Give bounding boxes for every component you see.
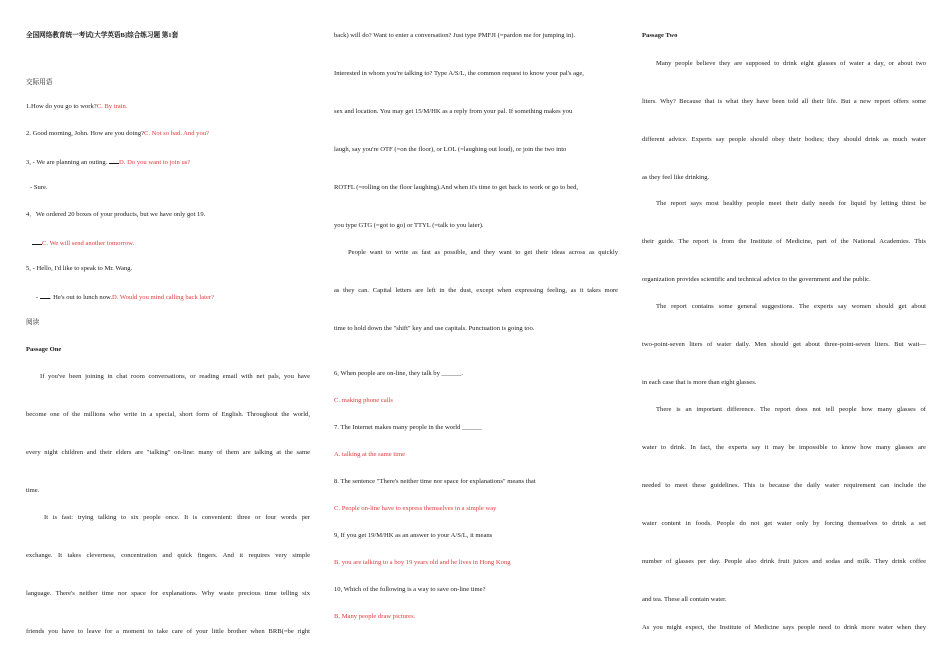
passage-two-line: water content in foods. People do not get water only by forcing themselves to drink a set xyxy=(642,520,926,527)
question-3-reply: - Sure. xyxy=(30,184,48,191)
passage-one-line: People want to write as fast as possible, and they want to get their ideas across as quickly xyxy=(348,249,618,256)
question-1-prompt: 1.How do you go to work? xyxy=(26,103,97,110)
answer-blank xyxy=(32,238,42,245)
passage-two-line: water to drink. In fact, the experts say it may be impossible to know how many glasses are xyxy=(642,444,926,451)
passage-one-title: Passage One xyxy=(26,346,62,353)
question-5-prompt: 5, - Hello, I'd like to speak to Mr. Wang. xyxy=(26,265,133,272)
passage-one-line: laugh, say you're OTF (=on the floor), or LOL (=laughing out loud), or join the two into xyxy=(334,146,567,153)
question-1-answer: C. By train. xyxy=(96,103,128,110)
document-title: 全国网络教育统一考试[大学英语B]综合练习题 第1套 xyxy=(26,32,179,39)
question-9-answer: B. you are talking to a boy 19 years old and he lives in Hong Kong xyxy=(334,559,511,566)
answer-blank xyxy=(109,157,119,164)
passage-two-line: as they feel like drinking. xyxy=(642,174,710,181)
passage-one-line: It is fast: trying talking to six people once. It is convenient: three or four words per xyxy=(44,514,310,521)
question-5 xyxy=(26,292,310,302)
question-3-answer: D. Do you want to join us? xyxy=(119,159,191,166)
question-3-prompt: 3, - We are planning an outing. xyxy=(26,159,108,166)
passage-one-line: time to hold down the "shift" key and use capitals. Punctuation is going too. xyxy=(334,325,535,332)
passage-one-line: If you've been joining in chat room conversations, or reading email with net pals, you have xyxy=(40,373,310,380)
question-10-answer: B. Many people draw pictures. xyxy=(334,613,416,620)
passage-two-line: The report says most healthy people meet their daily needs for liquid by letting thirst be xyxy=(656,200,926,207)
passage-two-line: their guide. The report is from the Institute of Medicine, part of the National Academies. This xyxy=(642,238,926,245)
passage-one-line: sex and location. You may get 15/M/HK as a reply from your pal. If something makes you xyxy=(334,108,573,115)
column-middle xyxy=(334,0,618,672)
passage-one-line: time. xyxy=(26,487,40,494)
passage-one-line: Interested in whom you're talking to? Type A/S/L, the common request to know your pal's age, xyxy=(334,70,584,77)
section-heading-dialogue: 交际用语 xyxy=(26,79,53,86)
passage-two-line: and tea. These all contain water. xyxy=(642,596,727,603)
question-6-prompt: 6, When people are on-line, they talk by ______. xyxy=(334,370,463,377)
passage-one-line: every night children and their elders are "talking" on-line: many of them are talking at the same xyxy=(26,449,310,456)
passage-one-line: as they can. Capital letters are left in the dust, except when expressing feeling, as it takes more xyxy=(334,287,618,294)
question-2 xyxy=(26,130,310,138)
column-left xyxy=(26,0,310,672)
passage-one-line: back) will do? Want to enter a conversation? Just type PMFJI (=pardon me for jumping in). xyxy=(334,32,576,39)
question-10-prompt: 10, Which of the following is a way to save on-line time? xyxy=(334,586,486,593)
question-3 xyxy=(26,157,310,167)
question-1 xyxy=(26,103,310,111)
question-9-prompt: 9, If you get 19/M/HK as an answer to your A/S/L, it means xyxy=(334,532,493,539)
answer-blank xyxy=(40,292,50,299)
passage-one-line: friends you have to leave for a moment to take care of your little brother when BRB(=be right xyxy=(26,628,310,635)
question-7-prompt: 7. The Internet makes many people in the world ______ xyxy=(334,424,482,431)
column-right xyxy=(642,0,926,672)
question-4-answer: C. We will send another tomorrow. xyxy=(42,240,135,247)
passage-two-line: Many people believe they are supposed to drink eight glasses of water a day, or about two xyxy=(656,60,926,67)
passage-one-line: you type GTG (=got to go) or TTYL (=talk to you later). xyxy=(334,222,484,229)
question-7-answer: A. talking at the same time xyxy=(334,451,406,458)
passage-two-line: There is an important difference. The report does not tell people how many glasses of xyxy=(656,406,926,413)
passage-two-line: number of glasses per day. People also drink fruit juices and sodas and milk. They drink coffee xyxy=(642,558,926,565)
passage-one-line: exchange. It takes cleverness, concentration and quick fingers. And it requires very simple xyxy=(26,552,310,559)
passage-two-line: The report contains some general suggestions. The experts say women should get about xyxy=(656,303,926,310)
passage-one-line: language. There's neither time nor space for explanations. Why waste precious time telling six xyxy=(26,590,310,597)
passage-two-line: organization provides scientific and technical advice to the government and the public. xyxy=(642,276,871,283)
question-4 xyxy=(26,238,310,248)
passage-two-line: different advice. Experts say people should obey their bodies; they should drink as much water xyxy=(642,136,926,143)
passage-one-line: ROTFL (=rolling on the floor laughing).And when it's time to get back to work or go to bed, xyxy=(334,184,579,191)
passage-one-line: become one of the millions who write in a special, short form of English. Throughout the world, xyxy=(26,411,310,418)
question-5-dash: - xyxy=(36,294,40,301)
passage-two-line: As you might expect, the Institute of Medicine says people need to drink more water when they xyxy=(642,624,926,631)
question-5-reply: . He's out to lunch now. xyxy=(49,294,112,301)
question-2-prompt: 2. Good morning, John. How are you doing? xyxy=(26,130,144,137)
question-5-answer: D. Would you mind calling back later? xyxy=(111,294,215,301)
question-4-prompt: 4．We ordered 20 boxes of your products, but we have only got 19. xyxy=(26,211,206,218)
question-6-answer: C. making phone calls xyxy=(334,397,393,404)
section-heading-reading: 阅读 xyxy=(26,319,40,326)
passage-two-line: needed to meet these guidelines. This is because the daily water requirement can include the xyxy=(642,482,926,489)
question-2-answer: C. Not so bad. And you? xyxy=(143,130,209,137)
question-8-prompt: 8. The sentence "There's neither time nor space for explanations" means that xyxy=(334,478,536,485)
passage-two-line: liters. Why? Because that is what they have been told all their life. But a new report offers some xyxy=(642,98,926,105)
passage-two-line: two-point-seven liters of water daily. Men should get about three-point-seven liters. But wait— xyxy=(642,341,926,348)
passage-two-line: in each case that is more than eight glasses. xyxy=(642,379,757,386)
question-8-answer: C. People on-line have to express themselves in a simple way xyxy=(334,505,497,512)
passage-two-title: Passage Two xyxy=(642,32,678,39)
